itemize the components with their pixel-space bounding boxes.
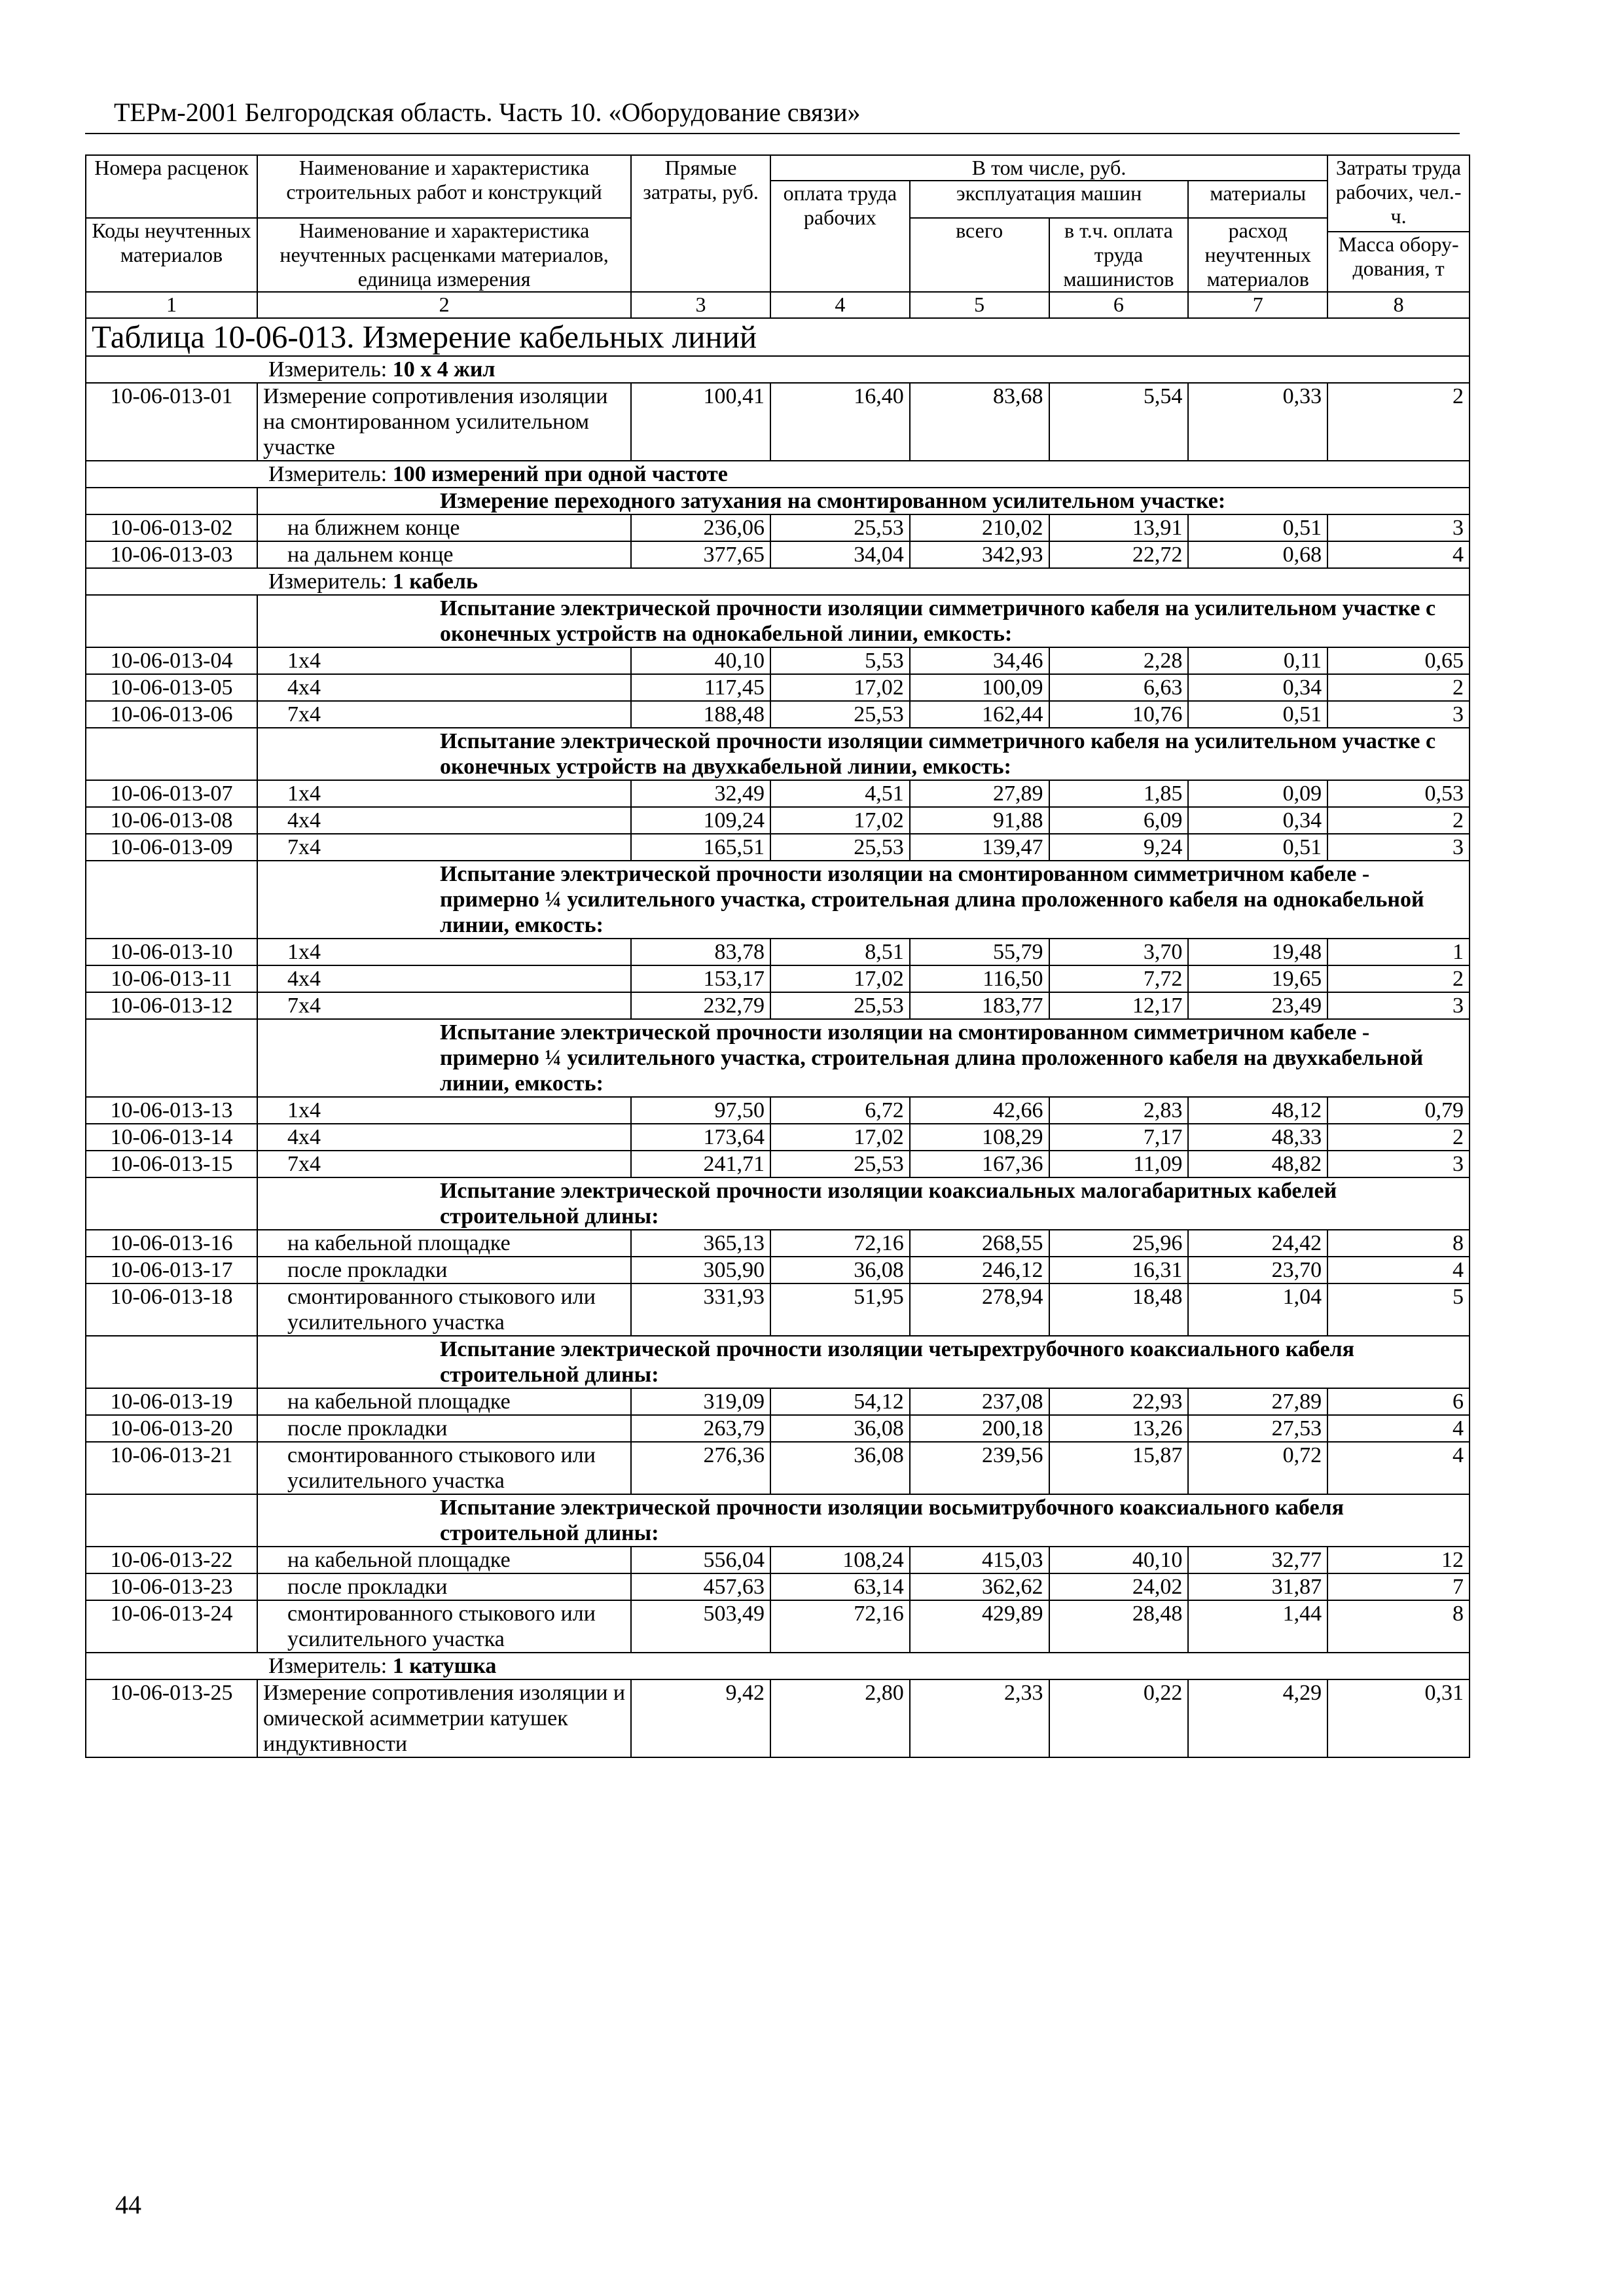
worker-pay-cell: 51,95 [770, 1283, 910, 1336]
rate-name: Измерение сопротивления изоляции и омической асимметрии катушек индуктивности [257, 1679, 631, 1757]
section-code-cell [86, 488, 257, 514]
worker-pay-cell: 17,02 [770, 674, 910, 701]
section-heading-row [86, 488, 1470, 514]
operator-pay-cell: 22,93 [1049, 1388, 1189, 1415]
column-number: 8 [1327, 292, 1470, 318]
rate-row [86, 674, 1470, 701]
rate-row [86, 1097, 1470, 1124]
section-heading: Испытание электрической прочности изоляции симметричного кабеля на усилительном участке с оконечных устройств на двухкабельной линии, емкость: [257, 728, 1470, 780]
machines-total-cell: 183,77 [910, 992, 1049, 1019]
header-direct-costs: Прямые затраты, руб. [631, 155, 770, 292]
section-heading-row [86, 728, 1470, 780]
labor-hours-cell: 2 [1327, 807, 1470, 834]
materials-cell: 27,53 [1188, 1415, 1327, 1442]
measure-unit [86, 1653, 1470, 1679]
materials-cell: 48,12 [1188, 1097, 1327, 1124]
direct-costs-cell: 97,50 [631, 1097, 770, 1124]
rate-name: 7х4 [257, 1151, 631, 1177]
machines-total-cell: 55,79 [910, 939, 1049, 965]
labor-hours-cell: 3 [1327, 992, 1470, 1019]
direct-costs-cell: 241,71 [631, 1151, 770, 1177]
section-code-cell [86, 728, 257, 780]
column-number: 6 [1049, 292, 1189, 318]
worker-pay-cell: 17,02 [770, 807, 910, 834]
direct-costs-cell: 109,24 [631, 807, 770, 834]
rate-name: после прокладки [257, 1573, 631, 1600]
column-number: 5 [910, 292, 1049, 318]
rate-code: 10-06-013-15 [86, 1151, 257, 1177]
materials-cell: 0,34 [1188, 807, 1327, 834]
rate-row [86, 1151, 1470, 1177]
direct-costs-cell: 305,90 [631, 1257, 770, 1283]
labor-hours-cell: 3 [1327, 701, 1470, 728]
labor-hours-cell: 4 [1327, 1257, 1470, 1283]
worker-pay-cell: 25,53 [770, 992, 910, 1019]
worker-pay-cell: 8,51 [770, 939, 910, 965]
operator-pay-cell: 3,70 [1049, 939, 1189, 965]
header-group-in-total: В том числе, руб. [770, 155, 1327, 181]
section-heading: Испытание электрической прочности изоляции симметричного кабеля на усилительном участке с оконечных устройств на однокабельной линии, емкость: [257, 595, 1470, 647]
machines-total-cell: 27,89 [910, 780, 1049, 807]
rate-code: 10-06-013-21 [86, 1442, 257, 1494]
direct-costs-cell: 9,42 [631, 1679, 770, 1757]
materials-cell: 23,49 [1188, 992, 1327, 1019]
rate-code: 10-06-013-02 [86, 514, 257, 541]
column-number: 2 [257, 292, 631, 318]
machines-total-cell: 162,44 [910, 701, 1049, 728]
rate-name: Измерение сопротивления изоляции на смонтированном усилительном участке [257, 383, 631, 461]
materials-cell: 31,87 [1188, 1573, 1327, 1600]
rate-row [86, 1573, 1470, 1600]
machines-total-cell: 2,33 [910, 1679, 1049, 1757]
machines-total-cell: 246,12 [910, 1257, 1049, 1283]
section-heading-row [86, 861, 1470, 939]
column-number: 1 [86, 292, 257, 318]
direct-costs-cell: 365,13 [631, 1230, 770, 1257]
labor-hours-cell: 8 [1327, 1600, 1470, 1653]
rate-name: 4х4 [257, 1124, 631, 1151]
header-group-materials: материалы [1188, 181, 1327, 218]
rate-code: 10-06-013-11 [86, 965, 257, 992]
rate-row [86, 1283, 1470, 1336]
rate-name: 1х4 [257, 647, 631, 674]
direct-costs-cell: 276,36 [631, 1442, 770, 1494]
rate-row [86, 647, 1470, 674]
operator-pay-cell: 24,02 [1049, 1573, 1189, 1600]
section-heading: Испытание электрической прочности изоляции на смонтированном симметричном кабеле - примерно ¼ усилительного участка, строительная длина проложенного кабеля на однокабельной линии, емкость: [257, 861, 1470, 939]
worker-pay-cell: 25,53 [770, 1151, 910, 1177]
materials-cell: 48,33 [1188, 1124, 1327, 1151]
rate-code: 10-06-013-17 [86, 1257, 257, 1283]
direct-costs-cell: 83,78 [631, 939, 770, 965]
rate-code: 10-06-013-20 [86, 1415, 257, 1442]
worker-pay-cell: 5,53 [770, 647, 910, 674]
table-title: Таблица 10-06-013. Измерение кабельных линий [86, 318, 1470, 356]
operator-pay-cell: 18,48 [1049, 1283, 1189, 1336]
rate-code: 10-06-013-03 [86, 541, 257, 568]
worker-pay-cell: 36,08 [770, 1442, 910, 1494]
labor-hours-cell: 0,79 [1327, 1097, 1470, 1124]
labor-hours-cell: 4 [1327, 1415, 1470, 1442]
machines-total-cell: 139,47 [910, 834, 1049, 861]
direct-costs-cell: 173,64 [631, 1124, 770, 1151]
direct-costs-cell: 100,41 [631, 383, 770, 461]
materials-cell: 48,82 [1188, 1151, 1327, 1177]
machines-total-cell: 210,02 [910, 514, 1049, 541]
rate-code: 10-06-013-25 [86, 1679, 257, 1757]
machines-total-cell: 239,56 [910, 1442, 1049, 1494]
section-heading: Испытание электрической прочности изоляции на смонтированном симметричном кабеле - примерно ¼ усилительного участка, строительная длина проложенного кабеля на двухкабельной линии, емкость: [257, 1019, 1470, 1097]
measure-unit-row [86, 568, 1470, 595]
materials-cell: 1,04 [1188, 1283, 1327, 1336]
rates-table [85, 154, 1470, 1758]
rate-name: смонтированного стыкового или усилительного участка [257, 1283, 631, 1336]
header-equipment-mass: Масса обору-дования, т [1327, 232, 1470, 292]
labor-hours-cell: 2 [1327, 1124, 1470, 1151]
labor-hours-cell: 6 [1327, 1388, 1470, 1415]
materials-cell: 23,70 [1188, 1257, 1327, 1283]
worker-pay-cell: 16,40 [770, 383, 910, 461]
direct-costs-cell: 165,51 [631, 834, 770, 861]
section-heading: Измерение переходного затухания на смонтированном усилительном участке: [257, 488, 1470, 514]
labor-hours-cell: 7 [1327, 1573, 1470, 1600]
rate-name: смонтированного стыкового или усилительного участка [257, 1442, 631, 1494]
section-heading: Испытание электрической прочности изоляции коаксиальных малогабаритных кабелей строительной длины: [257, 1177, 1470, 1230]
rate-name: 7х4 [257, 834, 631, 861]
worker-pay-cell: 4,51 [770, 780, 910, 807]
operator-pay-cell: 11,09 [1049, 1151, 1189, 1177]
machines-total-cell: 342,93 [910, 541, 1049, 568]
materials-cell: 0,68 [1188, 541, 1327, 568]
rate-row [86, 807, 1470, 834]
worker-pay-cell: 36,08 [770, 1415, 910, 1442]
worker-pay-cell: 108,24 [770, 1547, 910, 1573]
operator-pay-cell: 7,72 [1049, 965, 1189, 992]
direct-costs-cell: 377,65 [631, 541, 770, 568]
measure-value: 1 кабель [392, 569, 478, 594]
rate-name: 4х4 [257, 674, 631, 701]
direct-costs-cell: 556,04 [631, 1547, 770, 1573]
section-code-cell [86, 861, 257, 939]
operator-pay-cell: 6,09 [1049, 807, 1189, 834]
rate-row [86, 541, 1470, 568]
header-operator-pay: в т.ч. оплата труда машинистов [1049, 218, 1189, 292]
labor-hours-cell: 0,65 [1327, 647, 1470, 674]
rate-name: на кабельной площадке [257, 1230, 631, 1257]
operator-pay-cell: 15,87 [1049, 1442, 1189, 1494]
rate-name: 7х4 [257, 992, 631, 1019]
header-group-machines: эксплуатация машин [910, 181, 1189, 218]
worker-pay-cell: 72,16 [770, 1600, 910, 1653]
column-number: 4 [770, 292, 910, 318]
worker-pay-cell: 2,80 [770, 1679, 910, 1757]
measure-unit-row [86, 1653, 1470, 1679]
labor-hours-cell: 2 [1327, 965, 1470, 992]
materials-cell: 19,48 [1188, 939, 1327, 965]
machines-total-cell: 34,46 [910, 647, 1049, 674]
materials-cell: 0,34 [1188, 674, 1327, 701]
rate-code: 10-06-013-06 [86, 701, 257, 728]
rate-name: 1х4 [257, 939, 631, 965]
materials-cell: 4,29 [1188, 1679, 1327, 1757]
section-code-cell [86, 1177, 257, 1230]
rate-row [86, 939, 1470, 965]
machines-total-cell: 200,18 [910, 1415, 1049, 1442]
machines-total-cell: 237,08 [910, 1388, 1049, 1415]
machines-total-cell: 167,36 [910, 1151, 1049, 1177]
operator-pay-cell: 5,54 [1049, 383, 1189, 461]
rate-row [86, 1600, 1470, 1653]
section-heading-row [86, 595, 1470, 647]
table-header [86, 155, 1470, 318]
materials-cell: 0,51 [1188, 834, 1327, 861]
table-title-row [86, 318, 1470, 356]
materials-cell: 24,42 [1188, 1230, 1327, 1257]
rate-code: 10-06-013-19 [86, 1388, 257, 1415]
worker-pay-cell: 17,02 [770, 965, 910, 992]
section-heading-row [86, 1336, 1470, 1388]
labor-hours-cell: 4 [1327, 541, 1470, 568]
machines-total-cell: 116,50 [910, 965, 1049, 992]
direct-costs-cell: 40,10 [631, 647, 770, 674]
header-col1-bottom: Коды неучтенных материалов [86, 218, 257, 292]
operator-pay-cell: 2,83 [1049, 1097, 1189, 1124]
operator-pay-cell: 25,96 [1049, 1230, 1189, 1257]
measure-unit-row [86, 356, 1470, 383]
materials-cell: 27,89 [1188, 1388, 1327, 1415]
machines-total-cell: 268,55 [910, 1230, 1049, 1257]
rate-row [86, 992, 1470, 1019]
rate-name: 4х4 [257, 965, 631, 992]
operator-pay-cell: 22,72 [1049, 541, 1189, 568]
worker-pay-cell: 63,14 [770, 1573, 910, 1600]
machines-total-cell: 415,03 [910, 1547, 1049, 1573]
header-col2-top: Наименование и характеристика строительных работ и конструкций [257, 155, 631, 218]
direct-costs-cell: 503,49 [631, 1600, 770, 1653]
rate-code: 10-06-013-10 [86, 939, 257, 965]
section-code-cell [86, 1019, 257, 1097]
section-code-cell [86, 595, 257, 647]
worker-pay-cell: 36,08 [770, 1257, 910, 1283]
machines-total-cell: 429,89 [910, 1600, 1049, 1653]
measure-prefix: Измеритель: [268, 461, 393, 486]
rate-row [86, 834, 1470, 861]
document-header: ТЕРм-2001 Белгородская область. Часть 10. «Оборудование связи» [114, 98, 861, 127]
rate-code: 10-06-013-13 [86, 1097, 257, 1124]
direct-costs-cell: 457,63 [631, 1573, 770, 1600]
rate-name: смонтированного стыкового или усилительного участка [257, 1600, 631, 1653]
materials-cell: 0,09 [1188, 780, 1327, 807]
column-number: 3 [631, 292, 770, 318]
materials-cell: 1,44 [1188, 1600, 1327, 1653]
machines-total-cell: 108,29 [910, 1124, 1049, 1151]
labor-hours-cell: 0,53 [1327, 780, 1470, 807]
operator-pay-cell: 7,17 [1049, 1124, 1189, 1151]
operator-pay-cell: 12,17 [1049, 992, 1189, 1019]
labor-hours-cell: 3 [1327, 514, 1470, 541]
worker-pay-cell: 25,53 [770, 834, 910, 861]
labor-hours-cell: 8 [1327, 1230, 1470, 1257]
rate-row [86, 780, 1470, 807]
rate-row [86, 383, 1470, 461]
direct-costs-cell: 331,93 [631, 1283, 770, 1336]
operator-pay-cell: 16,31 [1049, 1257, 1189, 1283]
direct-costs-cell: 117,45 [631, 674, 770, 701]
machines-total-cell: 362,62 [910, 1573, 1049, 1600]
rate-code: 10-06-013-24 [86, 1600, 257, 1653]
header-col2-bottom: Наименование и характеристика неучтенных расценками материалов, единица измерения [257, 218, 631, 292]
operator-pay-cell: 40,10 [1049, 1547, 1189, 1573]
rate-row [86, 1230, 1470, 1257]
rate-row [86, 1679, 1470, 1757]
rate-name: на кабельной площадке [257, 1388, 631, 1415]
labor-hours-cell: 3 [1327, 834, 1470, 861]
direct-costs-cell: 319,09 [631, 1388, 770, 1415]
measure-unit-row [86, 461, 1470, 488]
materials-cell: 0,51 [1188, 701, 1327, 728]
machines-total-cell: 100,09 [910, 674, 1049, 701]
section-heading-row [86, 1177, 1470, 1230]
labor-hours-cell: 1 [1327, 939, 1470, 965]
materials-cell: 32,77 [1188, 1547, 1327, 1573]
measure-prefix: Измеритель: [268, 1653, 393, 1678]
header-unaccounted-materials: расход неучтенных материалов [1188, 218, 1327, 292]
rate-name: после прокладки [257, 1257, 631, 1283]
column-number: 7 [1188, 292, 1327, 318]
rate-code: 10-06-013-23 [86, 1573, 257, 1600]
header-worker-pay: оплата труда рабочих [770, 181, 910, 292]
section-heading-row [86, 1494, 1470, 1547]
header-machines-total: всего [910, 218, 1049, 292]
operator-pay-cell: 28,48 [1049, 1600, 1189, 1653]
rate-name: 1х4 [257, 1097, 631, 1124]
table-body [86, 318, 1470, 1757]
labor-hours-cell: 0,31 [1327, 1679, 1470, 1757]
rate-code: 10-06-013-01 [86, 383, 257, 461]
materials-cell: 0,33 [1188, 383, 1327, 461]
operator-pay-cell: 1,85 [1049, 780, 1189, 807]
labor-hours-cell: 3 [1327, 1151, 1470, 1177]
labor-hours-cell: 12 [1327, 1547, 1470, 1573]
section-heading: Испытание электрической прочности изоляции четырехтрубочного коаксиального кабеля строительной длины: [257, 1336, 1470, 1388]
direct-costs-cell: 236,06 [631, 514, 770, 541]
rate-name: после прокладки [257, 1415, 631, 1442]
section-heading: Испытание электрической прочности изоляции восьмитрубочного коаксиального кабеля строительной длины: [257, 1494, 1470, 1547]
operator-pay-cell: 2,28 [1049, 647, 1189, 674]
materials-cell: 0,11 [1188, 647, 1327, 674]
operator-pay-cell: 10,76 [1049, 701, 1189, 728]
rate-row [86, 1388, 1470, 1415]
measure-value: 1 катушка [392, 1653, 497, 1678]
rate-code: 10-06-013-05 [86, 674, 257, 701]
machines-total-cell: 83,68 [910, 383, 1049, 461]
worker-pay-cell: 72,16 [770, 1230, 910, 1257]
rate-code: 10-06-013-12 [86, 992, 257, 1019]
worker-pay-cell: 25,53 [770, 701, 910, 728]
rate-row [86, 1547, 1470, 1573]
operator-pay-cell: 13,26 [1049, 1415, 1189, 1442]
direct-costs-cell: 188,48 [631, 701, 770, 728]
direct-costs-cell: 32,49 [631, 780, 770, 807]
labor-hours-cell: 5 [1327, 1283, 1470, 1336]
worker-pay-cell: 6,72 [770, 1097, 910, 1124]
header-rule [85, 133, 1460, 134]
rate-row [86, 965, 1470, 992]
rate-code: 10-06-013-16 [86, 1230, 257, 1257]
rate-row [86, 1442, 1470, 1494]
section-code-cell [86, 1336, 257, 1388]
rate-code: 10-06-013-07 [86, 780, 257, 807]
direct-costs-cell: 263,79 [631, 1415, 770, 1442]
operator-pay-cell: 6,63 [1049, 674, 1189, 701]
section-code-cell [86, 1494, 257, 1547]
measure-unit [86, 461, 1470, 488]
operator-pay-cell: 0,22 [1049, 1679, 1189, 1757]
header-labor-hours: Затраты труда рабочих, чел.-ч. [1327, 155, 1470, 232]
header-col1-top: Номера расценок [86, 155, 257, 218]
machines-total-cell: 42,66 [910, 1097, 1049, 1124]
labor-hours-cell: 4 [1327, 1442, 1470, 1494]
labor-hours-cell: 2 [1327, 674, 1470, 701]
measure-value: 10 х 4 жил [392, 357, 496, 382]
rate-name: на дальнем конце [257, 541, 631, 568]
labor-hours-cell: 2 [1327, 383, 1470, 461]
measure-unit [86, 356, 1470, 383]
direct-costs-cell: 153,17 [631, 965, 770, 992]
rate-row [86, 514, 1470, 541]
materials-cell: 0,51 [1188, 514, 1327, 541]
rate-name: 4х4 [257, 807, 631, 834]
rate-name: 1х4 [257, 780, 631, 807]
machines-total-cell: 91,88 [910, 807, 1049, 834]
measure-value: 100 измерений при одной частоте [392, 461, 728, 486]
rate-code: 10-06-013-08 [86, 807, 257, 834]
section-heading-row [86, 1019, 1470, 1097]
rate-name: 7х4 [257, 701, 631, 728]
rate-code: 10-06-013-22 [86, 1547, 257, 1573]
measure-prefix: Измеритель: [268, 569, 393, 594]
rate-row [86, 701, 1470, 728]
rate-code: 10-06-013-09 [86, 834, 257, 861]
rate-name: на ближнем конце [257, 514, 631, 541]
worker-pay-cell: 34,04 [770, 541, 910, 568]
page-number: 44 [115, 2190, 141, 2219]
materials-cell: 19,65 [1188, 965, 1327, 992]
operator-pay-cell: 13,91 [1049, 514, 1189, 541]
rate-row [86, 1257, 1470, 1283]
materials-cell: 0,72 [1188, 1442, 1327, 1494]
worker-pay-cell: 17,02 [770, 1124, 910, 1151]
rate-code: 10-06-013-04 [86, 647, 257, 674]
rate-row [86, 1124, 1470, 1151]
rate-code: 10-06-013-14 [86, 1124, 257, 1151]
measure-unit [86, 568, 1470, 595]
worker-pay-cell: 25,53 [770, 514, 910, 541]
direct-costs-cell: 232,79 [631, 992, 770, 1019]
rate-row [86, 1415, 1470, 1442]
operator-pay-cell: 9,24 [1049, 834, 1189, 861]
rate-code: 10-06-013-18 [86, 1283, 257, 1336]
rate-name: на кабельной площадке [257, 1547, 631, 1573]
worker-pay-cell: 54,12 [770, 1388, 910, 1415]
machines-total-cell: 278,94 [910, 1283, 1049, 1336]
measure-prefix: Измеритель: [268, 357, 393, 382]
